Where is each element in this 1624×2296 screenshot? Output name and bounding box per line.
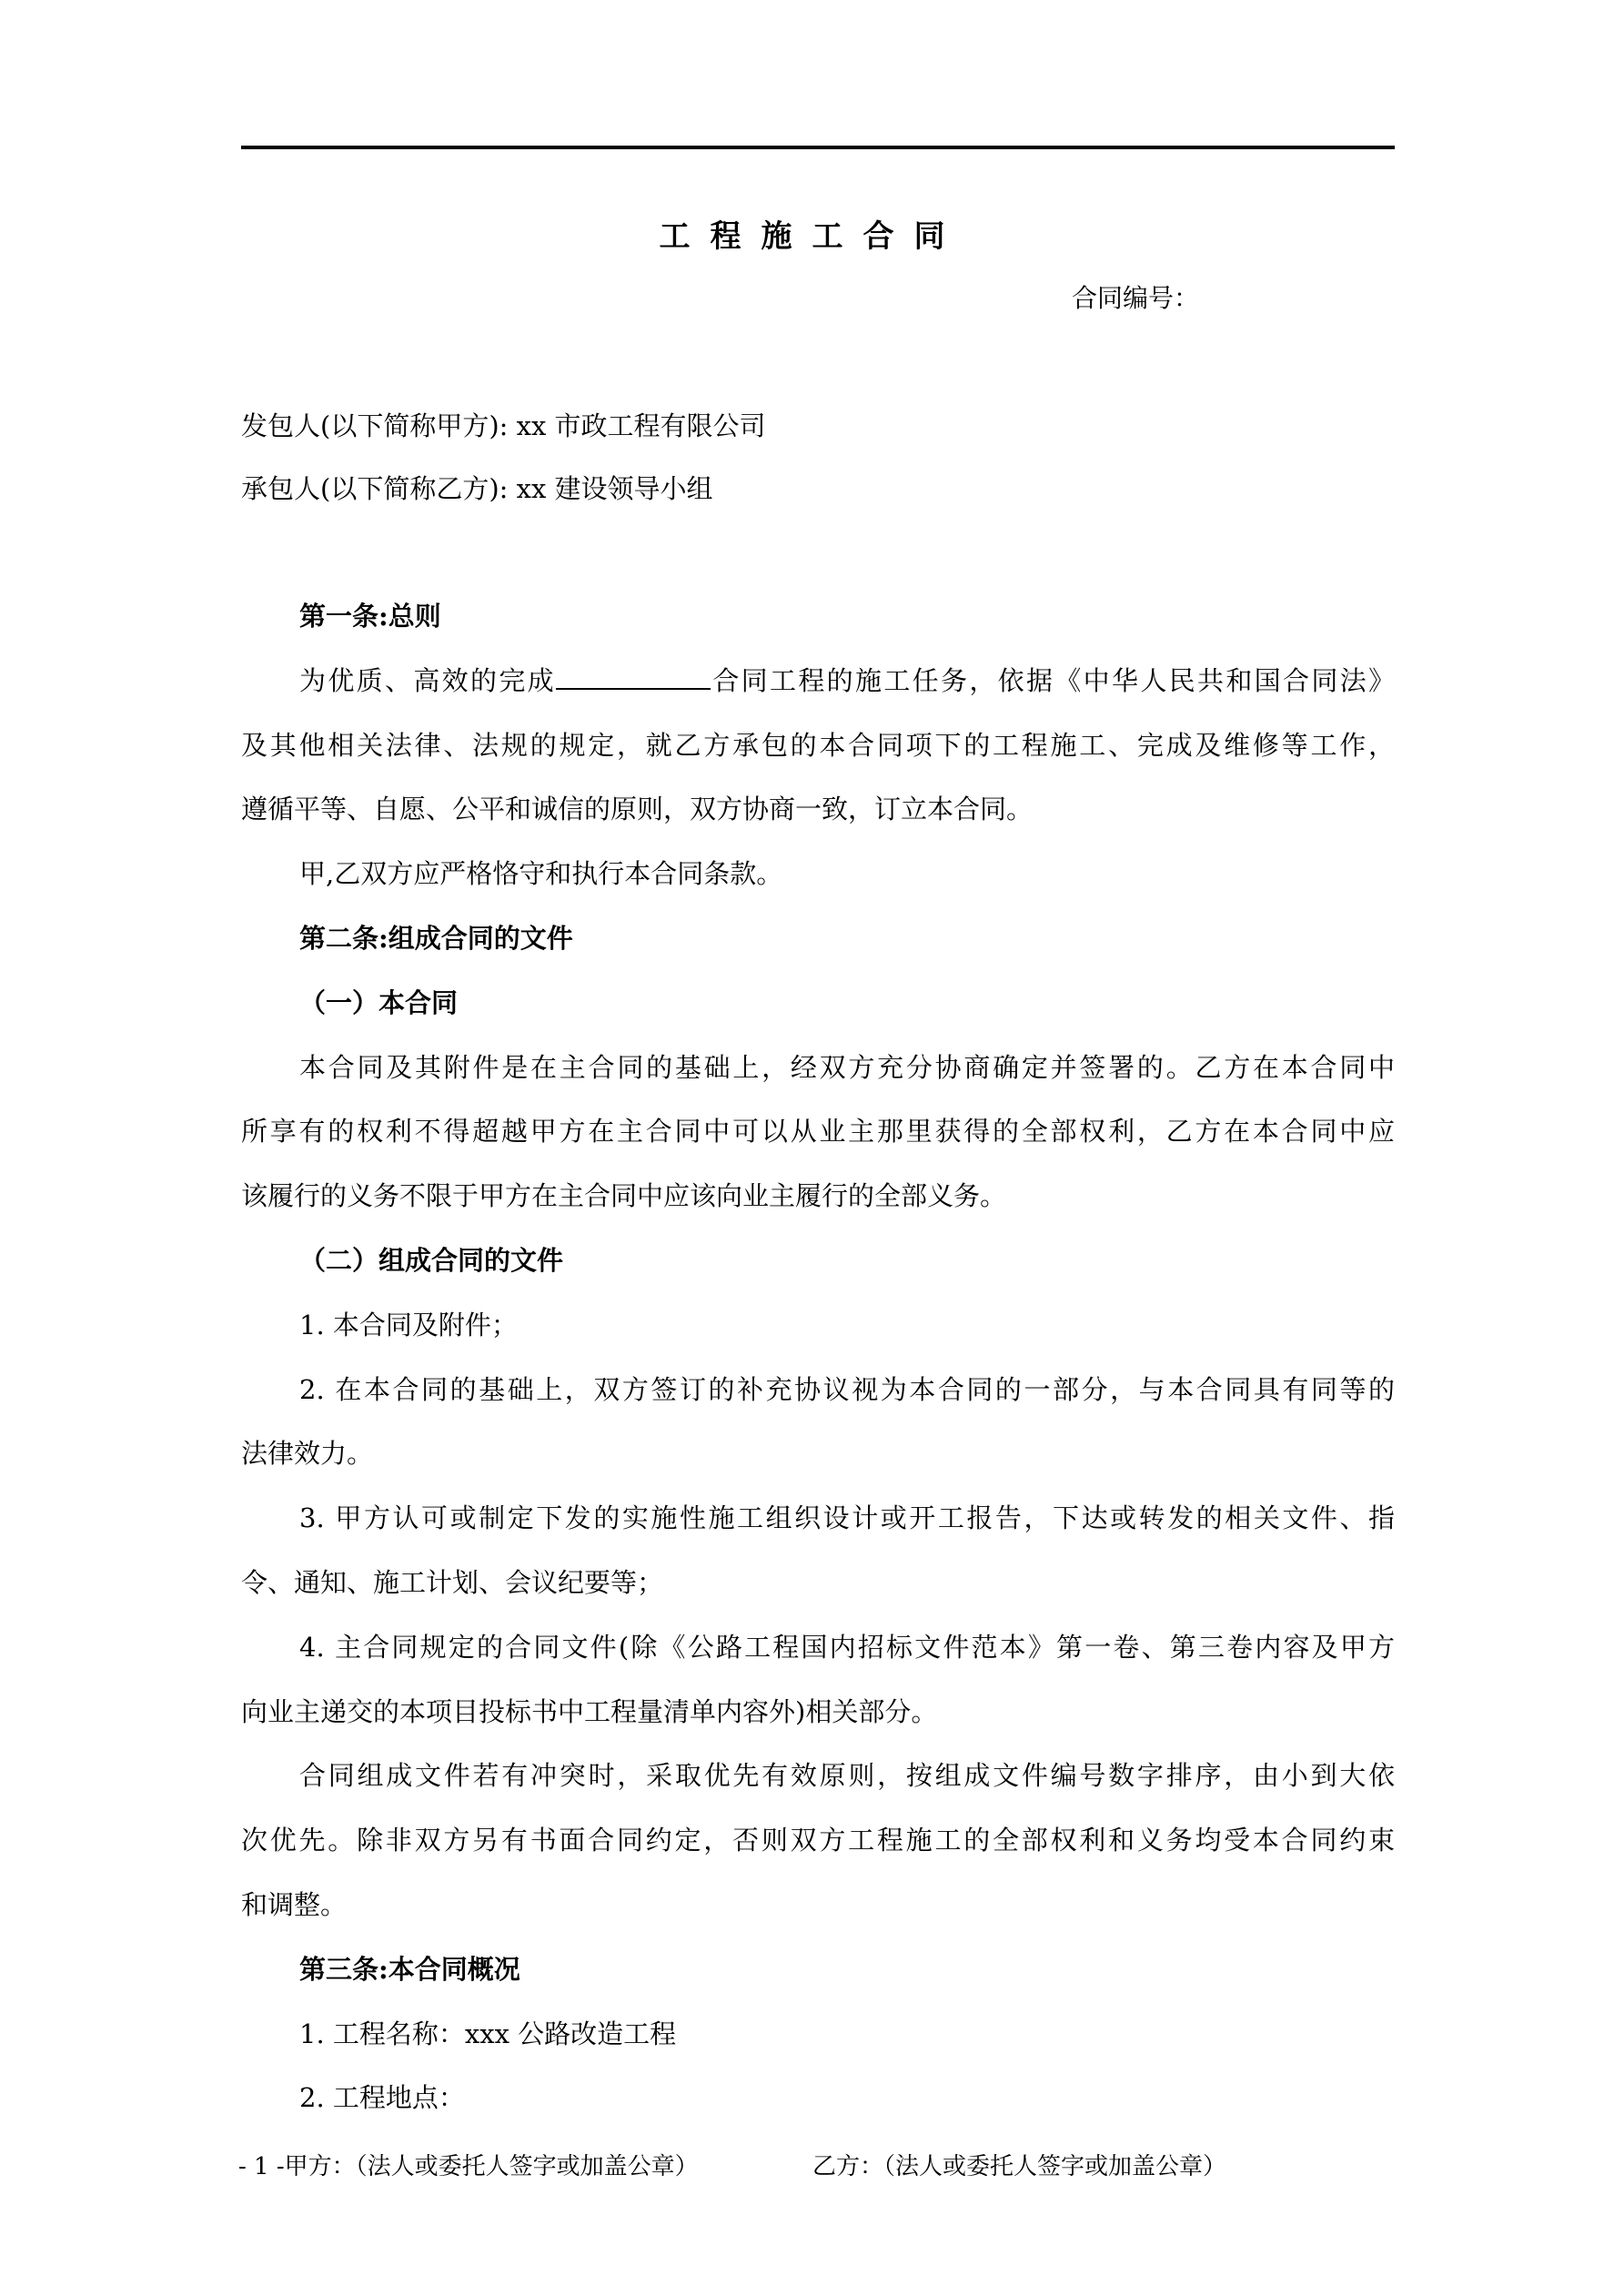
contract-number-label: 合同编号： xyxy=(1072,283,1200,313)
footer-page-party-a-signature: - 1 -甲方：（法人或委托人签字或加盖公章） xyxy=(238,2153,699,2180)
paragraph-line: 该履行的义务不限于甲方在主合同中应该向业主履行的全部义务。 xyxy=(241,1180,1007,1212)
section-heading: 第二条:组成合同的文件 xyxy=(299,922,573,954)
paragraph-line: 所享有的权利不得超越甲方在主合同中可以从业主那里获得的全部权利，乙方在本合同中应 xyxy=(241,1116,1395,1148)
section-heading: 第一条:总则 xyxy=(299,601,441,632)
section-heading: 第三条:本合同概况 xyxy=(299,1953,520,1985)
paragraph-line: 和调整。 xyxy=(241,1888,348,1920)
line-text: 为优质、高效的完成 xyxy=(299,664,556,696)
paragraph-line: 向业主递交的本项目投标书中工程量清单内容外)相关部分。 xyxy=(241,1695,938,1727)
paragraph-line: 遵循平等、自愿、公平和诚信的原则，双方协商一致，订立本合同。 xyxy=(241,794,1034,825)
paragraph-line: 1. 本合同及附件； xyxy=(299,1309,518,1340)
header-rule xyxy=(241,146,1395,149)
paragraph-line: 2. 工程地点： xyxy=(299,2082,465,2114)
paragraph-line: 次优先。除非双方另有书面合同约定，否则双方工程施工的全部权利和义务均受本合同约束 xyxy=(241,1825,1395,1856)
paragraph-line: 3. 甲方认可或制定下发的实施性施工组织设计或开工报告，下达或转发的相关文件、指 xyxy=(299,1502,1395,1534)
paragraph-line: 2. 在本合同的基础上，双方签订的补充协议视为本合同的一部分，与本合同具有同等的 xyxy=(299,1373,1395,1405)
party-b-line: 承包人(以下简称乙方): xx 建设领导小组 xyxy=(241,473,713,504)
line-text: 合同工程的施工任务，依据《中华人民共和国合同法》 xyxy=(711,664,1395,696)
paragraph-line: 令、通知、施工计划、会议纪要等； xyxy=(241,1566,664,1598)
section-heading: （二）组成合同的文件 xyxy=(299,1244,564,1276)
fill-in-blank[interactable] xyxy=(556,664,711,690)
paragraph-line: 4. 主合同规定的合同文件(除《公路工程国内招标文件范本》第一卷、第三卷内容及甲方 xyxy=(299,1631,1395,1663)
paragraph-line: 合同组成文件若有冲突时，采取优先有效原则，按组成文件编号数字排序，由小到大依 xyxy=(299,1760,1395,1792)
paragraph-line xyxy=(241,649,1395,713)
footer-party-b-signature: 乙方：（法人或委托人签字或加盖公章） xyxy=(812,2153,1227,2180)
paragraph-line: 及其他相关法律、法规的规定，就乙方承包的本合同项下的工程施工、完成及维修等工作， xyxy=(241,729,1395,761)
paragraph-line: 甲,乙双方应严格恪守和执行本合同条款。 xyxy=(299,858,783,890)
paragraph-line: 本合同及其附件是在主合同的基础上，经双方充分协商确定并签署的。乙方在本合同中 xyxy=(299,1051,1395,1083)
party-a-line: 发包人(以下简称甲方): xx 市政工程有限公司 xyxy=(241,410,766,441)
paragraph-line: 1. 工程名称：xxx 公路改造工程 xyxy=(299,2018,677,2049)
contract-body xyxy=(241,584,1395,2130)
paragraph-line: 法律效力。 xyxy=(241,1438,374,1470)
document-title: 工程施工合同 xyxy=(659,218,965,255)
section-heading: （一）本合同 xyxy=(299,986,459,1018)
